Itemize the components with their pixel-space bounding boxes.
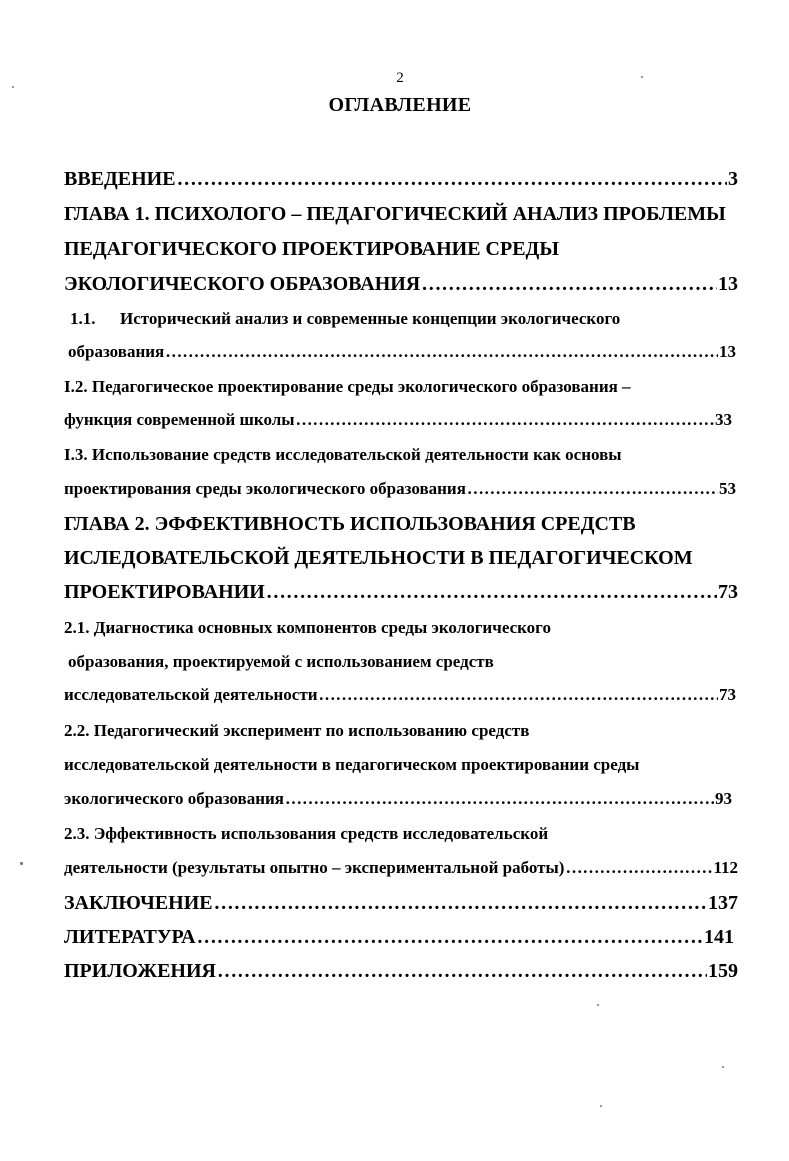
toc-label: ЭКОЛОГИЧЕСКОГО ОБРАЗОВАНИЯ — [64, 273, 421, 295]
toc-leader — [266, 581, 717, 604]
toc-page: 53 — [719, 479, 736, 498]
toc-section-2-3-line1: 2.3. Эффективность использования средств исследовательской — [64, 824, 549, 843]
toc-label: ВВЕДЕНИЕ — [64, 168, 176, 190]
toc-label: образования — [68, 342, 165, 361]
toc-section-2-3-line2 — [64, 858, 738, 878]
toc-leader — [565, 858, 712, 878]
toc-chapter2-line1: ГЛАВА 2. ЭФФЕКТИВНОСТЬ ИСПОЛЬЗОВАНИЯ СРЕДСТВ — [64, 513, 636, 535]
toc-section-1-3-line1: I.3. Использование средств исследовательской деятельности как основы — [64, 445, 622, 464]
toc-leader — [467, 479, 718, 499]
toc-chapter1-line2: ПЕДАГОГИЧЕСКОГО ПРОЕКТИРОВАНИЕ СРЕДЫ — [64, 238, 559, 260]
toc-section-1-1-line1 — [70, 309, 740, 329]
toc-chapter2-line2: ИСЛЕДОВАТЕЛЬСКОЙ ДЕЯТЕЛЬНОСТИ В ПЕДАГОГИЧЕСКОМ — [64, 547, 693, 569]
toc-leader — [214, 892, 707, 915]
toc-label: функция современной школы — [64, 410, 295, 429]
toc-label: ЗАКЛЮЧЕНИЕ — [64, 892, 213, 914]
scan-speck — [20, 862, 23, 865]
toc-page: 73 — [719, 685, 736, 704]
toc-leader — [421, 273, 717, 296]
toc-leader — [319, 685, 719, 705]
toc-page: 3 — [728, 168, 738, 190]
toc-page: 33 — [715, 410, 732, 429]
toc-leader — [177, 168, 727, 191]
toc-label: ПРИЛОЖЕНИЯ — [64, 960, 216, 982]
toc-leader — [197, 926, 703, 949]
toc-section-1-1-line2 — [68, 342, 736, 362]
toc-chapter2-line3 — [64, 581, 738, 604]
toc-page: 13 — [719, 342, 736, 361]
toc-section-number: 1.1. — [70, 309, 96, 328]
toc-page: 159 — [708, 960, 738, 982]
toc-entry-conclusion — [64, 892, 738, 915]
page-number: 2 — [396, 70, 404, 86]
toc-section-2-1-line2: образования, проектируемой с использованием средств — [68, 652, 494, 671]
toc-leader — [285, 789, 714, 809]
toc-section-text: Исторический анализ и современные концепции экологического — [120, 309, 621, 328]
scan-speck — [12, 86, 14, 88]
toc-section-1-3-line2 — [64, 479, 736, 499]
page-title: ОГЛАВЛЕНИЕ — [328, 94, 472, 116]
toc-label: ЛИТЕРАТУРА — [64, 926, 196, 948]
toc-label: ПРОЕКТИРОВАНИИ — [64, 581, 265, 603]
toc-entry-appendices — [64, 960, 738, 983]
toc-page: 141 — [704, 926, 734, 948]
toc-label: проектирования среды экологического образования — [64, 479, 466, 498]
toc-section-2-2-line2: исследовательской деятельности в педагогическом проектировании среды — [64, 755, 640, 774]
toc-label: деятельности (результаты опытно – экспериментальной работы) — [64, 858, 565, 877]
toc-page: 73 — [718, 581, 738, 603]
toc-section-1-2-line2 — [64, 410, 732, 430]
toc-page: 93 — [715, 789, 732, 808]
toc-label: экологического образования — [64, 789, 284, 808]
toc-label: исследовательской деятельности — [64, 685, 318, 704]
toc-chapter1-line1: ГЛАВА 1. ПСИХОЛОГО – ПЕДАГОГИЧЕСКИЙ АНАЛИЗ ПРОБЛЕМЫ — [64, 203, 726, 225]
toc-entry-literature — [64, 926, 734, 949]
toc-section-2-1-line3 — [64, 685, 736, 705]
toc-page: 112 — [713, 858, 738, 877]
scan-speck — [600, 1105, 602, 1107]
toc-leader — [165, 342, 718, 362]
toc-entry-intro — [64, 168, 738, 191]
toc-section-2-2-line3 — [64, 789, 732, 809]
toc-leader — [217, 960, 707, 983]
toc-chapter1-line3 — [64, 273, 738, 296]
scan-speck — [722, 1066, 724, 1068]
toc-section-1-2-line1: I.2. Педагогическое проектирование среды экологического образования – — [64, 377, 631, 396]
toc-section-2-2-line1: 2.2. Педагогический эксперимент по использованию средств — [64, 721, 530, 740]
toc-page: 13 — [718, 273, 738, 295]
toc-page: 137 — [708, 892, 738, 914]
scan-speck — [641, 76, 643, 78]
scan-speck — [597, 1004, 599, 1006]
toc-section-2-1-line1: 2.1. Диагностика основных компонентов среды экологического — [64, 618, 551, 637]
toc-leader — [296, 410, 714, 430]
